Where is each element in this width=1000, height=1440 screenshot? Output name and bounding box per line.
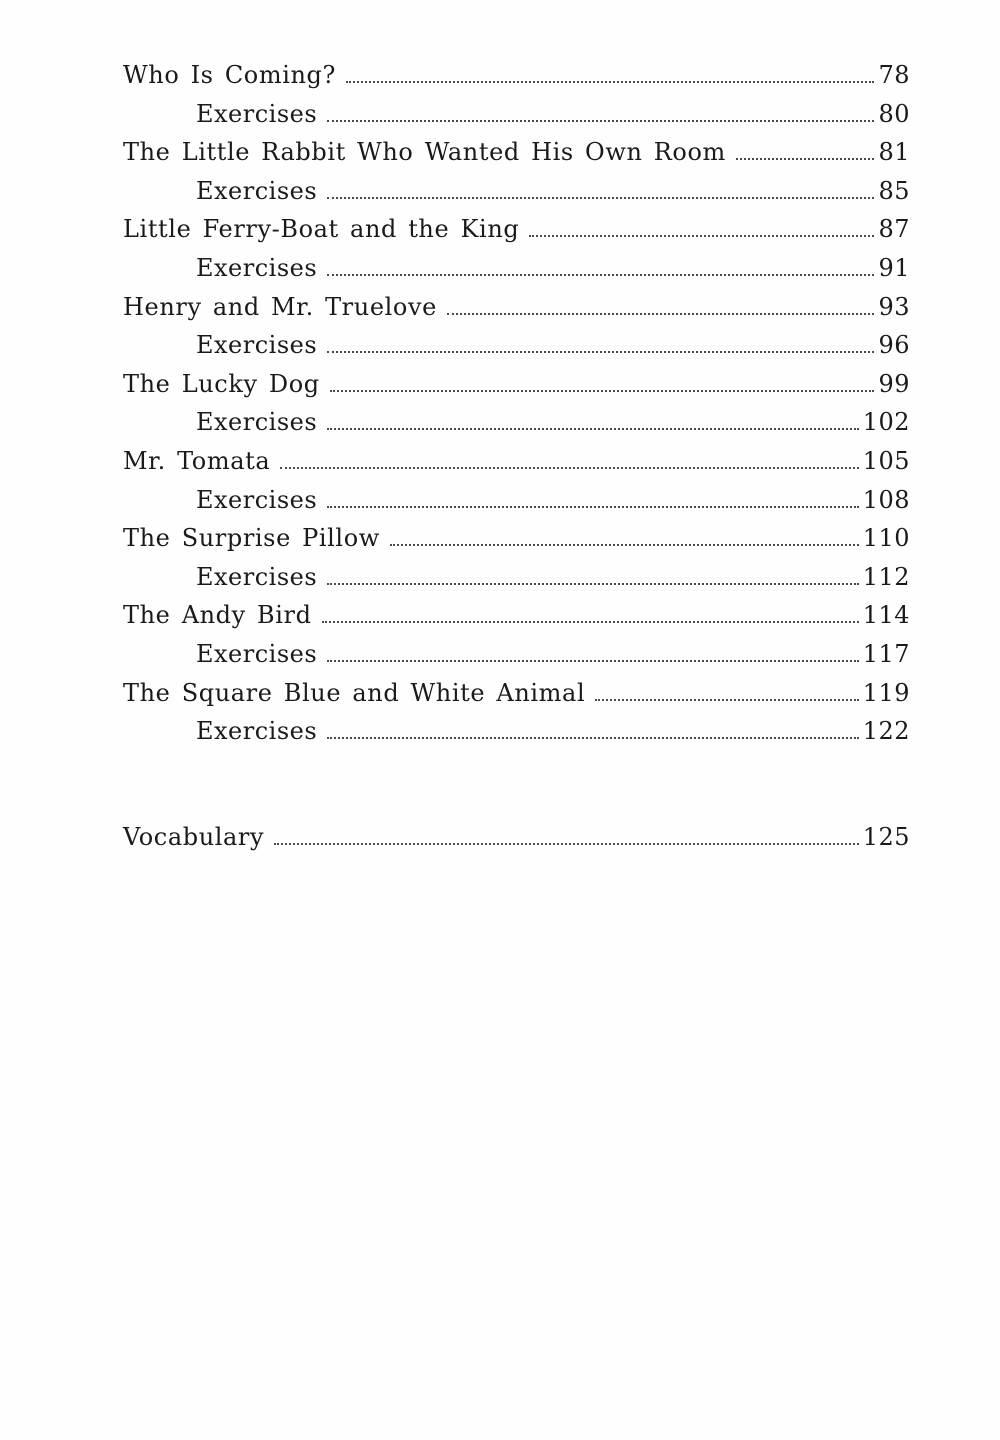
toc-entry-page: 112 xyxy=(862,562,910,591)
dot-leader xyxy=(327,735,859,739)
toc-entry-page: 96 xyxy=(878,331,910,360)
dot-leader xyxy=(390,542,859,546)
dot-leader xyxy=(322,619,859,623)
toc-entry-story xyxy=(123,596,910,635)
toc-entry-exercises xyxy=(123,249,910,288)
toc-entry-page: 105 xyxy=(862,446,910,475)
dot-leader xyxy=(529,233,874,237)
toc-entry-story xyxy=(123,519,910,558)
toc-entry-page: 108 xyxy=(862,485,910,514)
toc-entry-exercises xyxy=(123,403,910,442)
toc-entry-page: 93 xyxy=(878,292,910,321)
toc-vocabulary-section xyxy=(123,818,910,857)
toc-entry-title: The Little Rabbit Who Wanted His Own Room xyxy=(123,138,726,167)
toc-entry-story xyxy=(123,365,910,404)
dot-leader xyxy=(280,465,858,469)
toc-entry-page: 78 xyxy=(878,61,910,89)
toc-entry-page: 91 xyxy=(878,253,910,282)
toc-entry-story xyxy=(123,288,910,327)
toc-entry-title: Exercises xyxy=(196,485,318,514)
toc-entry-story xyxy=(123,133,910,172)
toc-entry-title: Little Ferry-Boat and the King xyxy=(123,215,520,244)
dot-leader xyxy=(327,426,859,430)
toc-entry-page: 110 xyxy=(862,524,910,553)
toc-entry-title: The Surprise Pillow xyxy=(123,524,380,553)
toc-entry-page: 85 xyxy=(878,176,910,205)
dot-leader xyxy=(327,195,874,199)
toc-entry-page: 125 xyxy=(862,823,910,851)
dot-leader xyxy=(327,349,874,353)
dot-leader xyxy=(327,504,859,508)
toc-entry-exercises xyxy=(123,172,910,211)
toc-entry-exercises xyxy=(123,95,910,134)
dot-leader xyxy=(274,841,859,845)
toc-entry-exercises xyxy=(123,635,910,674)
toc-entry-page: 81 xyxy=(878,138,910,167)
toc-entry-exercises xyxy=(123,481,910,520)
toc-entry-vocabulary xyxy=(123,818,910,857)
toc-entry-page: 114 xyxy=(862,601,910,630)
toc-entry-title: Exercises xyxy=(196,331,318,360)
dot-leader xyxy=(330,388,875,392)
toc-entry-title: Henry and Mr. Truelove xyxy=(123,292,437,321)
dot-leader xyxy=(736,156,875,160)
dot-leader xyxy=(327,658,859,662)
toc-entry-title: The Lucky Dog xyxy=(123,369,320,398)
dot-leader xyxy=(327,118,874,122)
toc-entry-title: Exercises xyxy=(196,253,318,282)
dot-leader xyxy=(327,272,874,276)
toc-entry-title: Who Is Coming? xyxy=(123,61,336,89)
toc-entry-exercises xyxy=(123,712,910,751)
toc-entry-page: 80 xyxy=(878,99,910,128)
toc-entry-page: 122 xyxy=(862,717,910,746)
dot-leader xyxy=(327,581,859,585)
toc-entry-title: Exercises xyxy=(196,717,318,746)
dot-leader xyxy=(346,79,874,83)
toc-entry-story xyxy=(123,674,910,713)
toc-entry-title: Exercises xyxy=(196,99,318,128)
toc-entry-title: Exercises xyxy=(196,408,318,437)
toc-entry-page: 102 xyxy=(862,408,910,437)
toc-entry-story xyxy=(123,442,910,481)
toc-entry-title: Mr. Tomata xyxy=(123,446,271,475)
toc-entry-title: The Andy Bird xyxy=(123,601,312,630)
toc-entry-page: 99 xyxy=(878,369,910,398)
dot-leader xyxy=(595,697,858,701)
toc-entry-exercises xyxy=(123,558,910,597)
toc-entry-title: Vocabulary xyxy=(123,823,265,851)
toc-entry-title: Exercises xyxy=(196,562,318,591)
toc-entry-story xyxy=(123,56,910,95)
toc-entry-page: 117 xyxy=(862,639,910,668)
toc-entry-title: Exercises xyxy=(196,639,318,668)
toc-entry-title: The Square Blue and White Animal xyxy=(123,678,586,707)
toc-entry-story xyxy=(123,210,910,249)
toc-entry-page: 87 xyxy=(878,215,910,244)
toc-entry-title: Exercises xyxy=(196,176,318,205)
table-of-contents xyxy=(123,56,910,751)
dot-leader xyxy=(447,311,875,315)
toc-entry-exercises xyxy=(123,326,910,365)
toc-entry-page: 119 xyxy=(862,678,910,707)
